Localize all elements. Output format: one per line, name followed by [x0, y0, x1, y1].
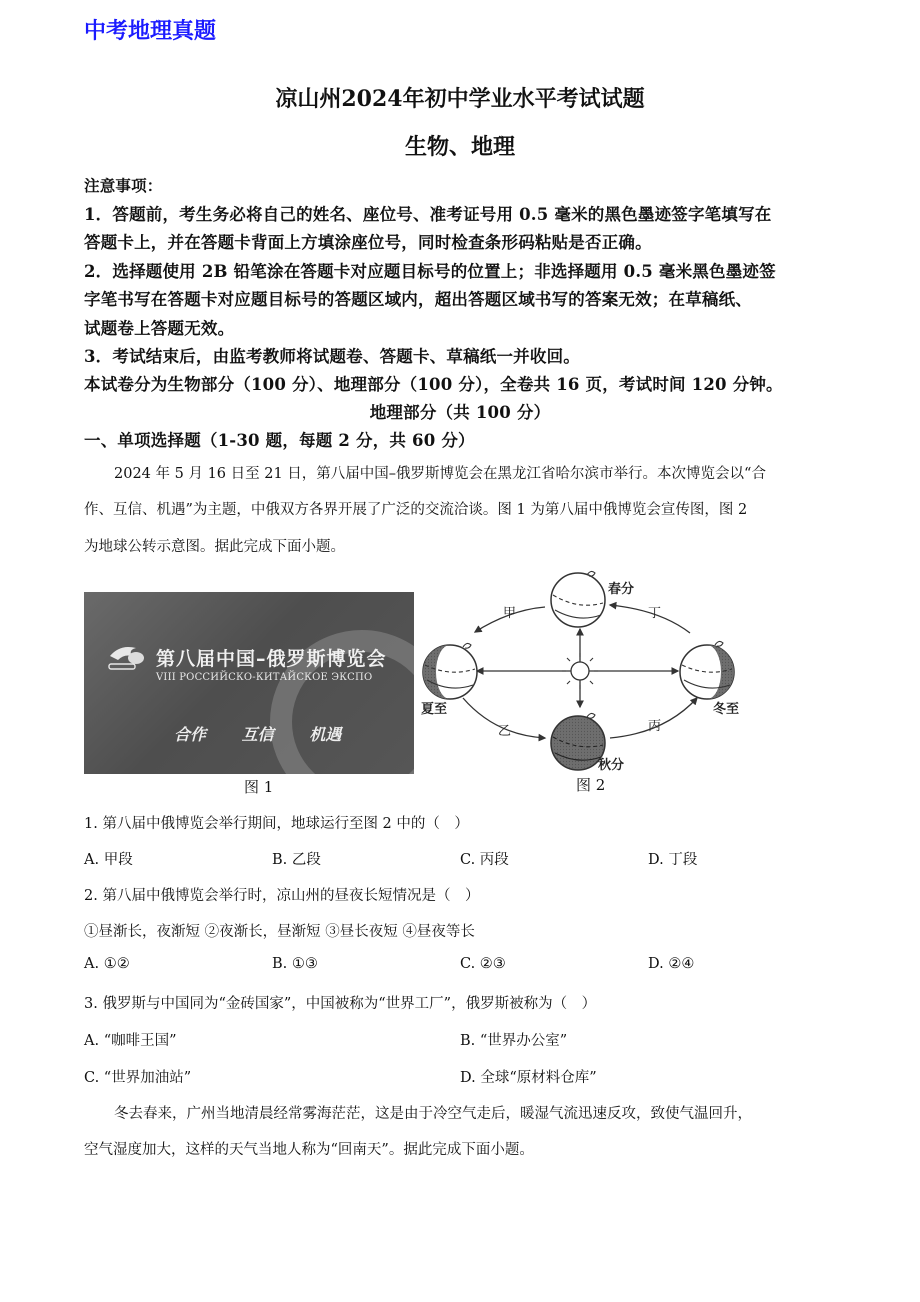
notice-line: 2．选择题使用 2B 铅笔涂在答题卡对应题目标号的位置上；非选择题用 0.5 毫米黑色墨迹签	[84, 262, 776, 281]
passage-line: 作、互信、机遇”为主题，中俄双方各界开展了广泛的交流洽谈。图 1 为第八届中俄博览会宣传图，图 2	[84, 502, 748, 518]
q2-option-d[interactable]: D. ②④	[648, 956, 695, 972]
q3-option-b[interactable]: B. “世界办公室”	[460, 1033, 568, 1049]
exam-title: 凉山州2024年初中学业水平考试试题	[275, 86, 645, 112]
exam-subtitle: 生物、地理	[404, 134, 515, 160]
label-autumn-equinox: 秋分	[598, 758, 625, 773]
segment-ding: 丁	[648, 606, 662, 621]
motto-trust: 互信	[241, 725, 274, 744]
poster-mottos	[174, 722, 371, 745]
poster-title-ru: VIII РОССИЙСКО-КИТАЙСКОЕ ЭКСПО	[156, 672, 373, 683]
question-2-statements: ①昼渐长，夜渐短 ②夜渐长，昼渐短 ③昼长夜短 ④昼夜等长	[84, 924, 475, 940]
notice-line: 试题卷上答题无效。	[84, 319, 235, 338]
label-winter-solstice: 冬至	[713, 702, 740, 717]
notice-line: 3．考试结束后，由监考教师将试题卷、答题卡、草稿纸一并收回。	[84, 347, 580, 366]
figure-2-earth-revolution-diagram	[415, 565, 755, 780]
q1-option-d[interactable]: D. 丁段	[648, 852, 698, 868]
q3-option-a[interactable]: A. “咖啡王国”	[84, 1033, 177, 1049]
motto-cooperation: 合作	[174, 725, 207, 744]
earth-autumn-equinox	[551, 713, 605, 770]
question-2-stem: 2. 第八届中俄博览会举行时，凉山州的昼夜长短情况是（ ）	[84, 888, 480, 904]
passage-line: 2024 年 5 月 16 日至 21 日，第八届中国–俄罗斯博览会在黑龙江省哈尔滨市举行。本次博览会以“合	[114, 466, 766, 482]
q1-option-c[interactable]: C. 丙段	[460, 852, 509, 868]
segment-jia: 甲	[503, 606, 517, 621]
q3-option-c[interactable]: C. “世界加油站”	[84, 1070, 192, 1086]
notice-line: 字笔书写在答题卡对应题目标号的答题区域内，超出答题区域书写的答案无效；在草稿纸、	[84, 290, 752, 309]
q3-option-d[interactable]: D. 全球“原材料仓库”	[460, 1070, 597, 1086]
label-spring-equinox: 春分	[608, 582, 635, 597]
label-summer-solstice: 夏至	[421, 702, 448, 717]
figure-1-caption: 图 1	[244, 778, 274, 796]
part-title: 一、单项选择题（1-30 题，每题 2 分，共 60 分）	[84, 431, 475, 450]
figure-1-expo-poster	[84, 592, 414, 774]
watermark-label: 中考地理真题	[84, 19, 217, 44]
passage-line: 冬去春来，广州当地清晨经常雾海茫茫，这是由于冷空气走后，暖湿气流迅速反攻，致使气温回升，	[114, 1106, 752, 1122]
question-3-stem: 3. 俄罗斯与中国同为“金砖国家”，中国被称为“世界工厂”，俄罗斯被称为（ ）	[84, 996, 597, 1012]
poster-title-cn: 第八届中国–俄罗斯博览会	[156, 648, 387, 670]
earth-spring-equinox	[551, 571, 605, 627]
question-1-stem: 1. 第八届中俄博览会举行期间，地球运行至图 2 中的（ ）	[84, 816, 469, 832]
q1-option-a[interactable]: A. 甲段	[84, 852, 133, 868]
segment-bing: 丙	[648, 719, 662, 734]
figure-2-caption: 图 2	[576, 776, 606, 794]
passage-line: 空气湿度加大，这样的天气当地人称为“回南天”。据此完成下面小题。	[84, 1142, 534, 1158]
earth-summer-solstice	[423, 643, 477, 699]
earth-winter-solstice	[680, 641, 734, 699]
notice-heading: 注意事项：	[84, 176, 163, 195]
q2-option-b[interactable]: B. ①③	[272, 956, 318, 972]
passage-line: 为地球公转示意图。据此完成下面小题。	[84, 539, 345, 555]
notice-line: 答题卡上，并在答题卡背面上方填涂座位号，同时检查条形码粘贴是否正确。	[84, 233, 652, 252]
motto-opportunity: 机遇	[309, 725, 342, 744]
notice-line: 1．答题前，考生务必将自己的姓名、座位号、准考证号用 0.5 毫米的黑色墨迹签字笔填写在	[84, 205, 772, 224]
expo-logo-icon	[106, 642, 148, 672]
q1-option-b[interactable]: B. 乙段	[272, 852, 321, 868]
q2-option-a[interactable]: A. ①②	[84, 956, 130, 972]
segment-yi: 乙	[498, 724, 512, 739]
section-title: 地理部分（共 100 分）	[369, 403, 551, 422]
q2-option-c[interactable]: C. ②③	[460, 956, 506, 972]
notice-line: 本试卷分为生物部分（100 分）、地理部分（100 分），全卷共 16 页，考试时间 120 分钟。	[84, 375, 783, 394]
